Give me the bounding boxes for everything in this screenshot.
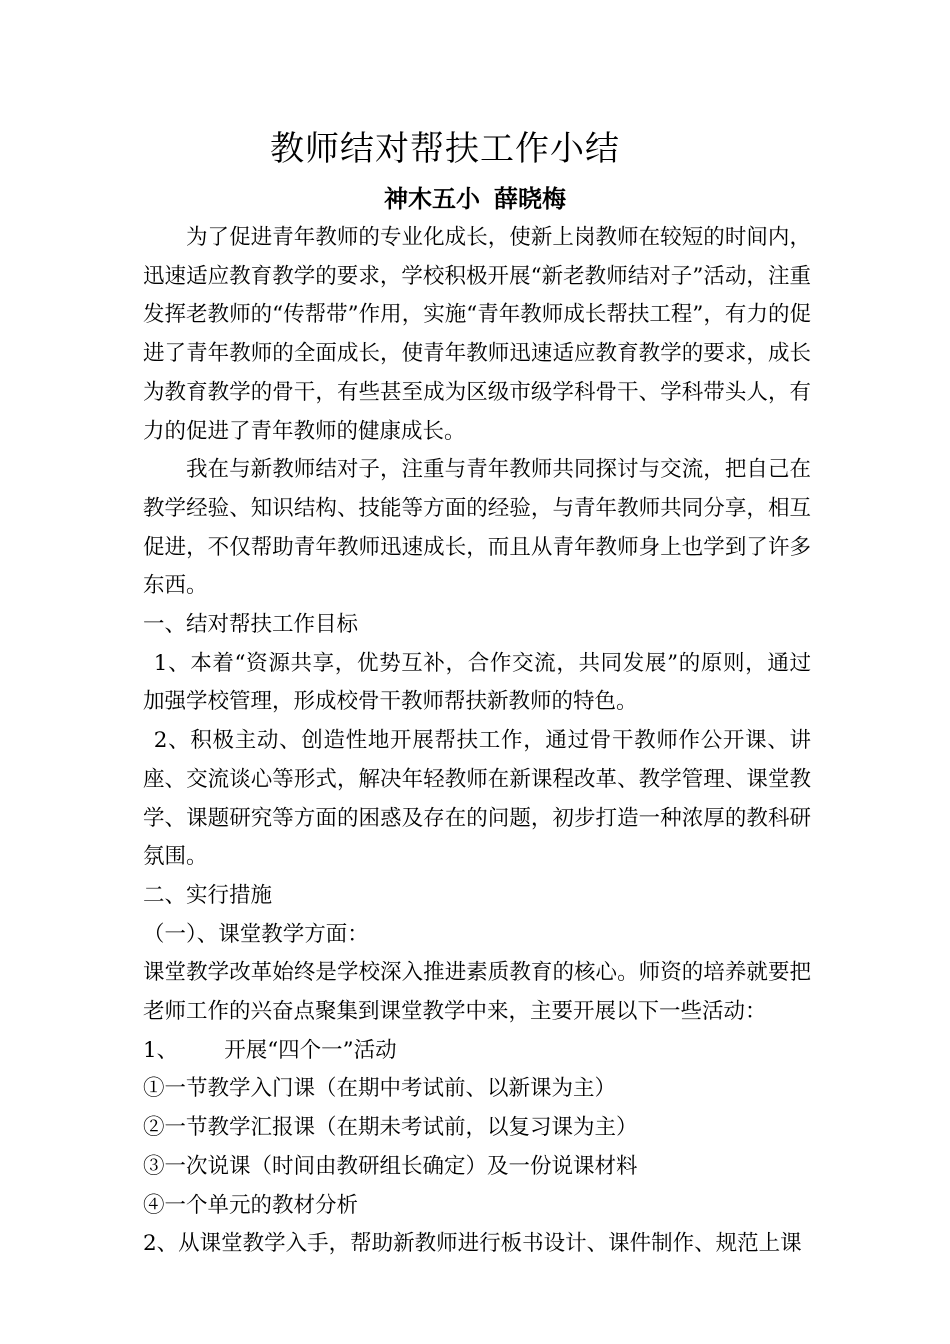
heading-goals: 一、结对帮扶工作目标: [143, 612, 359, 638]
list-item-2: ②一节教学汇报课（在期未考试前，以复习课为主）: [143, 1115, 638, 1141]
author-school: 神木五小: [384, 185, 480, 213]
paragraph-classroom: 课堂教学改革始终是学校深入推进素质教育的核心。师资的培养就要把老师工作的兴奋点聚集到课堂教学中来，主要开展以下一些活动：: [143, 960, 811, 1025]
author-name: 薛晓梅: [494, 185, 566, 213]
item-text: 开展“四个一”活动: [224, 1037, 397, 1063]
list-item-1: ①一节教学入门课（在期中考试前、以新课为主）: [143, 1076, 617, 1102]
item-number: 1、: [143, 1037, 179, 1063]
list-item-4: ④一个单元的教材分析: [143, 1192, 359, 1218]
document-body: [143, 219, 811, 1264]
list-item-3: ③一次说课（时间由教研组长确定）及一份说课材料: [143, 1153, 638, 1179]
paragraph-goal-1: 1、本着“资源共享，优势互补，合作交流，共同发展”的原则，通过加强学校管理，形成校骨干教师帮扶新教师的特色。: [143, 650, 811, 715]
heading-measures: 二、实行措施: [143, 882, 273, 908]
paragraph-intro: 为了促进青年教师的专业化成长，使新上岗教师在较短的时间内，迅速适应教育教学的要求，学校积极开展“新老教师结对子”活动，注重发挥老教师的“传帮带”作用，实施“青年教师成长帮扶工程”，有力的促进了青年教师的全面成长，使青年教师迅速适应教育教学的要求，成长为教育教学的骨干，有些甚至成为区级市级学科骨干、学科带头人，有力的促进了青年教师的健康成长。: [143, 225, 811, 444]
document-title: 教师结对帮扶工作小结: [270, 129, 620, 169]
list-item-activities: [143, 1032, 811, 1071]
author-line: [0, 181, 950, 217]
paragraph-goal-2: 2、积极主动、创造性地开展帮扶工作，通过骨干教师作公开课、讲座、交流谈心等形式，解决年轻教师在新课程改革、教学管理、课堂教学、课题研究等方面的困惑及存在的问题，初步打造一种浓厚的教科研氛围。: [143, 728, 811, 870]
heading-classroom: （一）、课堂教学方面：: [143, 921, 369, 947]
paragraph-pairing: 我在与新教师结对子，注重与青年教师共同探讨与交流，把自己在教学经验、知识结构、技能等方面的经验，与青年教师共同分享，相互促进，不仅帮助青年教师迅速成长，而且从青年教师身上也学到了许多东西。: [143, 457, 811, 599]
paragraph-lesson-help: 2、从课堂教学入手，帮助新教师进行板书设计、课件制作、规范上课: [143, 1231, 802, 1257]
